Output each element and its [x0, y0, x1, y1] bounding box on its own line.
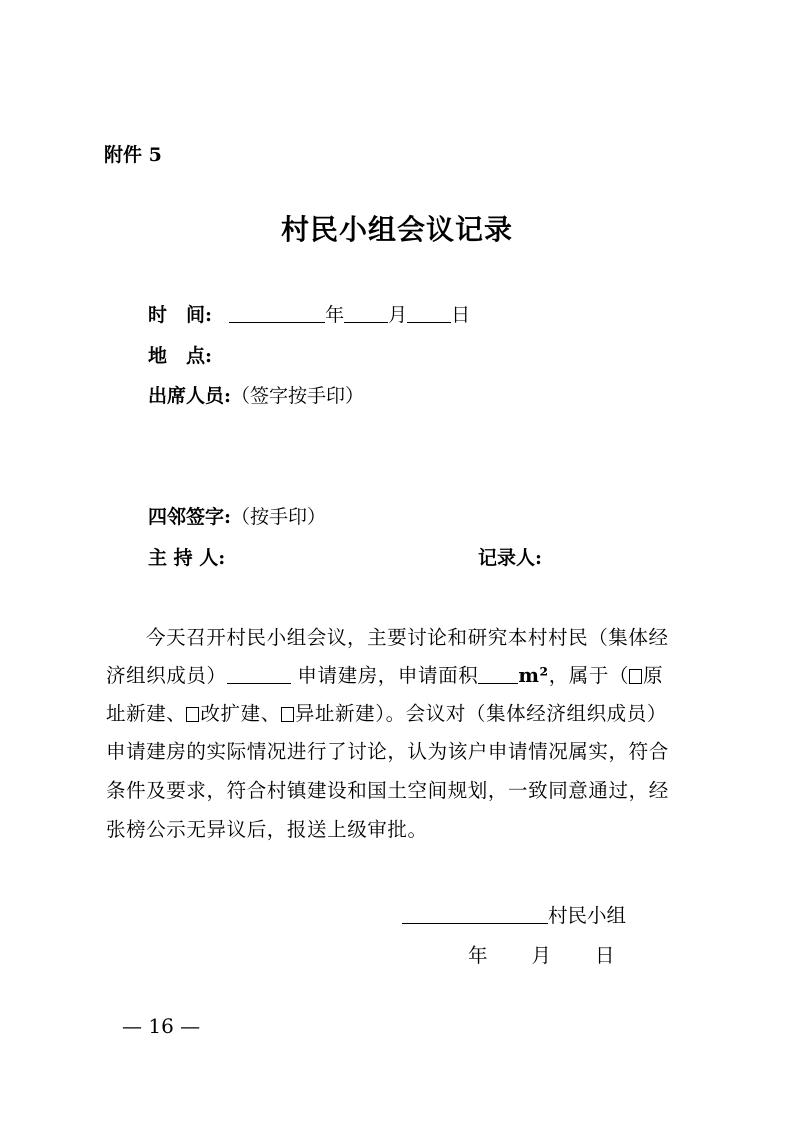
signature-date-row — [468, 940, 615, 968]
place-label: 地 点: — [148, 345, 213, 367]
option-rebuild-rest: 址新建、 — [106, 702, 187, 725]
body-line-1: 今天召开村民小组会议，主要讨论和研究本村村民（集体经 — [146, 626, 669, 649]
option-relocate-checkbox[interactable] — [281, 707, 294, 722]
year-text: 年 — [325, 304, 345, 326]
attachment-label: 附件 5 — [104, 144, 162, 166]
option-renovate-label: 改扩建、 — [200, 702, 281, 725]
option-rebuild-first: 原 — [643, 664, 664, 687]
body-line-2-b: 申请建房，申请面积 — [290, 664, 479, 687]
applicant-blank[interactable] — [227, 665, 291, 684]
neighbors-label: 四邻签字: — [148, 506, 232, 528]
time-label: 时 间: — [148, 304, 213, 326]
body-line-2-a: 济组织成员） — [106, 664, 227, 687]
option-rebuild-checkbox[interactable] — [629, 669, 642, 684]
body-line-4: 申请建房的实际情况进行了讨论，认为该户申请情况属实，符合 — [106, 740, 669, 763]
month-text: 月 — [388, 304, 408, 326]
group-label: 村民小组 — [548, 904, 627, 927]
day-blank[interactable] — [407, 304, 451, 323]
body-line-5: 条件及要求，符合村镇建设和国土空间规划，一致同意通过，经 — [106, 779, 669, 802]
attendees-row — [148, 381, 364, 408]
month-blank[interactable] — [344, 304, 388, 323]
option-renovate-checkbox[interactable] — [186, 707, 199, 722]
signature-group-row — [402, 900, 626, 928]
area-unit: m² — [518, 664, 549, 687]
option-relocate-label: 异址新建）。会议对（集体经济组织成员） — [294, 702, 667, 725]
group-name-blank[interactable] — [402, 905, 548, 924]
signature-year: 年 — [468, 944, 488, 967]
signature-month: 月 — [531, 944, 552, 967]
document-title: 村民小组会议记录 — [280, 213, 513, 246]
attendees-label: 出席人员: — [148, 385, 232, 407]
signature-day: 日 — [595, 944, 615, 967]
body-line-6: 张榜公示无异议后，报送上级审批。 — [106, 818, 428, 841]
recorder-label: 记录人: — [478, 547, 543, 569]
neighbors-row — [148, 502, 326, 529]
day-text: 日 — [451, 304, 471, 326]
body-line-2-c: ，属于（ — [548, 664, 630, 687]
attendees-note: （签字按手印） — [231, 385, 365, 407]
page-number: — 16 — — [122, 1014, 201, 1038]
neighbors-note: （按手印） — [231, 506, 327, 528]
area-blank[interactable] — [478, 665, 518, 684]
time-row — [148, 300, 470, 327]
year-blank[interactable] — [229, 304, 325, 323]
place-row — [148, 341, 212, 368]
body-line-3 — [106, 698, 667, 726]
host-label: 主 持 人: — [148, 547, 226, 569]
body-line-2 — [106, 660, 663, 688]
